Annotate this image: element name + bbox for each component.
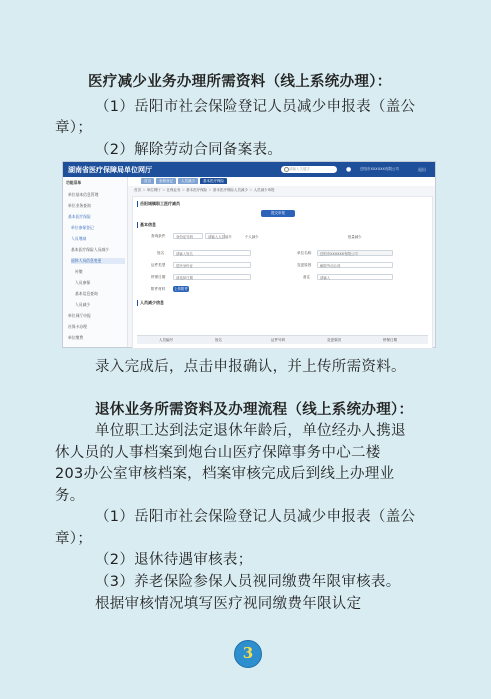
id-type-label: 证件类型 — [151, 263, 166, 267]
section2-item2: （2）退休待遇审核表； — [95, 552, 253, 568]
column-header: 停保日期 — [383, 338, 397, 342]
sidebar-item[interactable]: 社保卡办理 — [68, 324, 87, 329]
radio-individual[interactable]: 个人减少 — [245, 235, 259, 239]
form-section-title: 岳阳城镇职工医疗减员 — [137, 201, 180, 207]
breadcrumb: 首页 ＞ 单位网厅 ＞ 社保业务 ＞ 基本医疗保险 ＞ 基本医疗保险人员减少 ＞ 人员减少申报 — [134, 188, 275, 192]
remark-label: 备注 — [303, 275, 311, 279]
embedded-system-screenshot — [62, 161, 436, 348]
section1-heading: 医疗减少业务办理所需资料（线上系统办理）： — [88, 74, 392, 90]
page-number: 3 — [242, 644, 254, 662]
app-brand: 湖南省医疗保障局单位网厅 — [68, 166, 152, 174]
sidebar-item[interactable]: 基本信息查询 — [75, 291, 98, 296]
tab-register[interactable]: 参保登记 — [156, 178, 176, 184]
tab-medical[interactable]: 基本医疗保险 — [200, 178, 227, 184]
section2-para-line4: 务。 — [55, 488, 85, 504]
search-icon — [284, 167, 289, 172]
column-header: 变更原因 — [327, 338, 341, 342]
sidebar-item[interactable]: 单位网厅申报 — [68, 313, 91, 318]
upload-button[interactable]: 上传附件 — [174, 287, 188, 291]
section1-item2: （2）解除劳动合同备案表。 — [95, 142, 283, 158]
section2-para-line3: 203办公室审核档案，档案审核完成后到线上办理业 — [55, 466, 395, 482]
section2-item3: （3）养老保险参保人员视同缴费年限审核表。 — [95, 574, 401, 590]
attachment-label: 附件材料 — [151, 287, 166, 291]
sidebar-item[interactable]: 补缴 — [75, 269, 83, 274]
sidebar-item[interactable]: 人员参保 — [75, 280, 91, 285]
section2-last-line: 根据审核情况填写医疗视同缴费年限认定 — [95, 596, 362, 612]
tab-bar — [141, 177, 229, 185]
sidebar-item[interactable]: 基本医疗保险 — [68, 214, 91, 219]
basic-info-title: 基本信息 — [137, 222, 156, 228]
user-name[interactable]: 岳阳市XXXXXX有限公司 — [360, 167, 399, 171]
section2-heading: 退休业务所需资料及办理流程（线上系统办理）： — [95, 402, 414, 418]
main-panel — [128, 186, 435, 347]
section2-para-line1: 单位职工达到法定退休年龄后，单位经办人携退 — [95, 423, 406, 439]
unit-name-label: 单位名称 — [297, 251, 312, 255]
remark-input[interactable]: 请输入 — [317, 274, 393, 280]
table-header — [137, 335, 428, 344]
section2-item1-line1: （1）岳阳市社会保险登记人员减少申报表（盖公 — [95, 509, 416, 525]
form-card — [132, 196, 433, 349]
column-header: 人员编号 — [159, 338, 173, 342]
page-number-badge — [234, 640, 262, 668]
column-header: 姓名 — [215, 338, 222, 342]
bell-icon[interactable]: ● — [346, 166, 352, 173]
sidebar-title: 功能菜单 — [66, 180, 82, 185]
reason-select[interactable]: 解除劳动合同 — [317, 262, 393, 268]
sidebar-item[interactable]: 基本医疗保险人员减少 — [71, 247, 109, 252]
search-input[interactable]: 请输入关键字 — [281, 166, 337, 173]
section1-item1-line1: （1）岳阳市社会保险登记人员减少申报表（盖公 — [95, 99, 416, 115]
sidebar-item[interactable]: 人员增减 — [71, 236, 87, 241]
section2-para-line2: 休人员的人事档案到炮台山医疗保障事务中心二楼 — [55, 445, 381, 461]
stop-date-picker[interactable]: 请选择日期 — [173, 274, 251, 280]
sidebar-item-active[interactable]: 退休人员信息变更 — [71, 258, 125, 264]
sidebar-item[interactable]: 人员减少 — [75, 302, 91, 307]
unit-name-field[interactable]: 岳阳市XXXXXX有限公司 — [317, 250, 393, 256]
submit-button[interactable]: 提交申报 — [261, 210, 295, 217]
name-label: 姓名 — [157, 251, 165, 255]
app-header — [63, 162, 435, 177]
reason-label: 变更原因 — [297, 263, 312, 267]
radio-batch[interactable]: 批量减少 — [348, 235, 362, 239]
search-type-select[interactable]: 身份证号码 — [173, 233, 203, 239]
section1-item1-line2: 章）； — [55, 120, 93, 136]
screenshot-caption: 录入完成后，点击申报确认，并上传所需资料。 — [95, 359, 406, 375]
column-header: 证件号码 — [271, 338, 285, 342]
search-type-label: 查询条件 — [151, 234, 166, 238]
sidebar-item[interactable]: 单位参保登记 — [71, 225, 94, 230]
name-input[interactable]: 请输入姓名 — [173, 250, 251, 256]
table-title: 人员减少信息 — [137, 300, 164, 306]
stop-date-label: 停保日期 — [151, 275, 166, 279]
tab-home[interactable]: 首页 — [141, 178, 154, 184]
sidebar-item[interactable]: 单位缴费 — [68, 335, 84, 340]
sidebar-item[interactable]: 单位业务查询 — [68, 203, 91, 208]
section2-item1-line2: 章）； — [55, 531, 93, 547]
sidebar-item[interactable]: 单位基本信息管理 — [68, 192, 99, 197]
tab-reduce[interactable]: 人员减少 — [178, 178, 198, 184]
logout-link[interactable]: 退出 — [418, 167, 426, 172]
person-number-input[interactable]: 请输入人员编号 — [205, 233, 225, 239]
sidebar — [63, 177, 128, 347]
id-type-select[interactable]: 居民身份证 — [173, 262, 251, 268]
